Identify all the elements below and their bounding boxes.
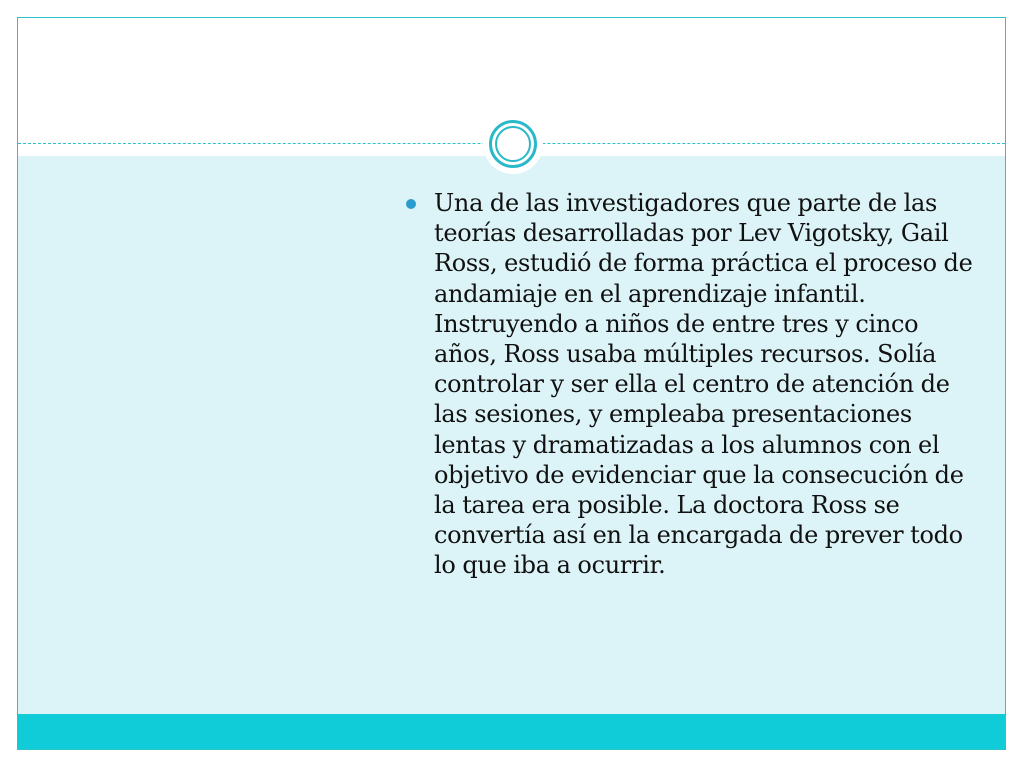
- bullet-list: [406, 188, 986, 581]
- slide: [17, 17, 1006, 750]
- double-circle-icon: [483, 114, 543, 174]
- list-item: [406, 188, 986, 581]
- footer-band: [18, 714, 1005, 749]
- bullet-text: Una de las investigadores que parte de las teorías desarrolladas por Lev Vigotsky, Gail Ross, estudió de forma práctica el proceso de andamiaje en el aprendizaje infantil. Instruyendo a niños de entre tres y cinco años, Ross usaba múltiples recursos. Solía controlar y ser ella el centro de atención de las sesiones, y empleaba presentaciones lentas y dramatizadas a los alumnos con el objetivo de evidenciar que la consecución de la tarea era posible. La doctora Ross se convertía así en la encargada de prever todo lo que iba a ocurrir.: [434, 189, 973, 580]
- circle-outer-ring: [489, 120, 537, 168]
- bullet-icon: [406, 199, 416, 209]
- circle-inner-ring: [495, 126, 531, 162]
